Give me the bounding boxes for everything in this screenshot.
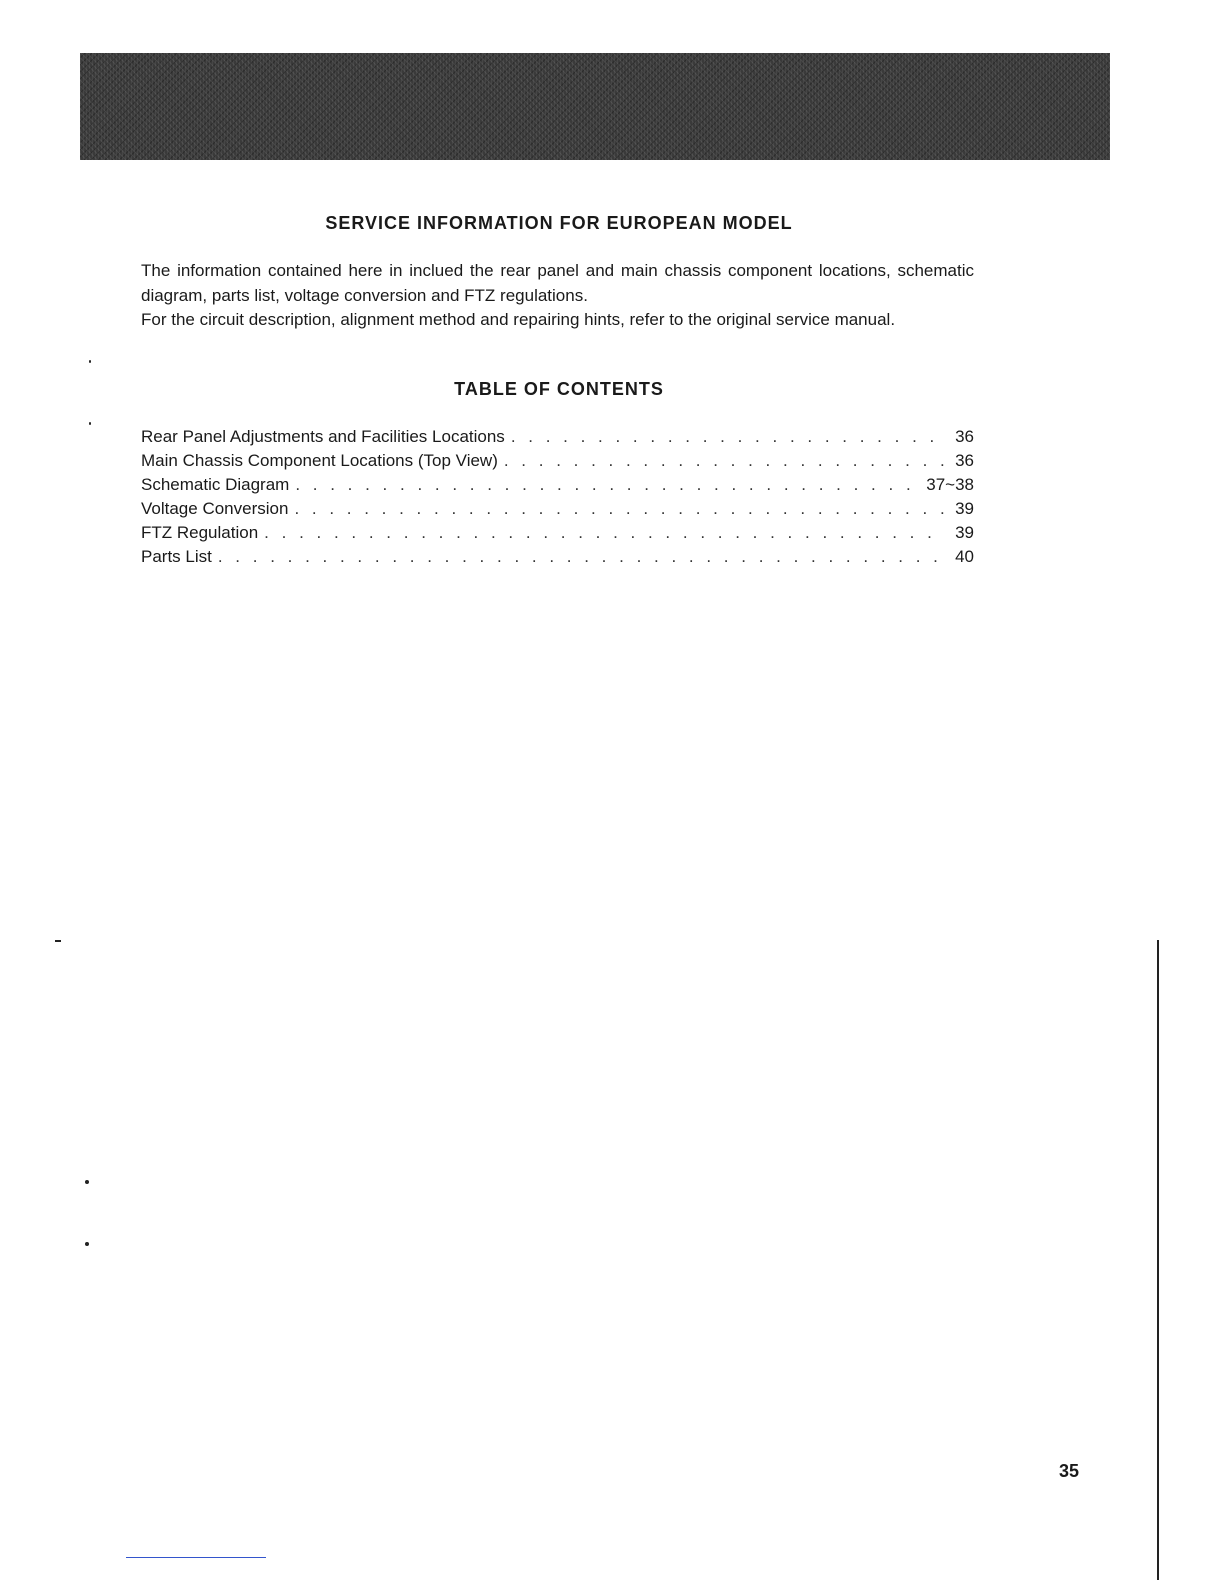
- toc-dot-leader: [294, 497, 944, 521]
- header-band: [80, 53, 1110, 160]
- toc-entry-page: 37~38: [926, 475, 974, 494]
- table-of-contents: [141, 425, 974, 569]
- intro-paragraph: The information contained here in inclued the rear panel and main chassis component locations, schematic diagram, parts list, voltage conversion and FTZ regulations.: [141, 261, 974, 305]
- toc-entry: [141, 449, 974, 473]
- toc-entry: [141, 521, 974, 545]
- toc-dot-leader: [295, 473, 920, 497]
- toc-entry-page: 39: [955, 499, 974, 518]
- intro-text: [141, 259, 974, 333]
- scan-speck: [85, 1180, 89, 1184]
- scan-speck: [89, 360, 91, 363]
- toc-entry-label: Parts List: [141, 547, 212, 566]
- toc-dot-leader: [218, 545, 944, 569]
- toc-entry-page: 39: [955, 523, 974, 542]
- footer-rule: [126, 1557, 266, 1558]
- scan-speck: [85, 1242, 89, 1246]
- toc-entry: [141, 497, 974, 521]
- toc-entry: [141, 545, 974, 569]
- toc-entry-page: 36: [955, 451, 974, 470]
- toc-title: TABLE OF CONTENTS: [454, 379, 664, 399]
- binding-edge-line: [1157, 940, 1159, 1580]
- toc-dot-leader: [504, 449, 944, 473]
- toc-entry-page: 40: [955, 547, 974, 566]
- scan-speck: [55, 940, 61, 942]
- toc-entry: [141, 425, 974, 449]
- page-number: 35: [1059, 1461, 1080, 1481]
- toc-entry-label: Rear Panel Adjustments and Facilities Locations: [141, 427, 505, 446]
- intro-paragraph: For the circuit description, alignment method and repairing hints, refer to the original service manual.: [141, 310, 896, 329]
- toc-entry-label: Voltage Conversion: [141, 499, 289, 518]
- toc-dot-leader: [511, 425, 944, 449]
- document-title: SERVICE INFORMATION FOR EUROPEAN MODEL: [325, 213, 793, 233]
- toc-dot-leader: [264, 521, 944, 545]
- toc-entry-label: FTZ Regulation: [141, 523, 259, 542]
- toc-entry-label: Main Chassis Component Locations (Top View): [141, 451, 498, 470]
- toc-entry-label: Schematic Diagram: [141, 475, 290, 494]
- scan-speck: [89, 422, 91, 425]
- toc-entry: [141, 473, 974, 497]
- toc-entry-page: 36: [955, 427, 974, 446]
